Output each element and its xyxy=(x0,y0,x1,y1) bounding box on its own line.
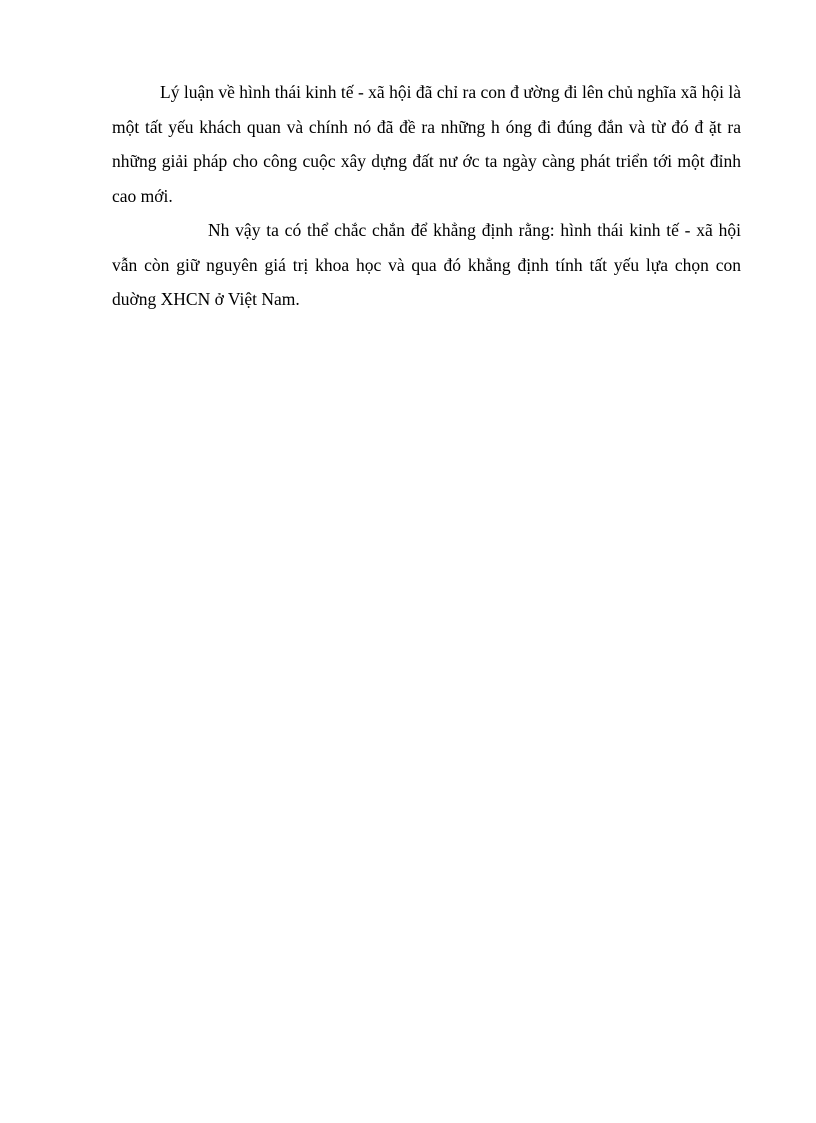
paragraph-1: Lý luận về hình thái kinh tế - xã hội đã chỉ ra con đ ường đi lên chủ nghĩa xã hội là một tất yếu khách quan và chính nó đã đề ra những h óng đi đúng đắn và từ đó đ ặt ra những giải pháp cho công cuộc xây dựng đất nư ớc ta ngày càng phát triển tới một đỉnh cao mới. xyxy=(112,82,741,206)
paragraph-2: Nh vậy ta có thể chắc chắn để khẳng định rằng: hình thái kinh tế - xã hội vẫn còn giữ nguyên giá trị khoa học và qua đó khẳng định tính tất yếu lựa chọn con duờng XHCN ở Việt Nam. xyxy=(112,220,741,309)
document-body xyxy=(112,75,741,317)
